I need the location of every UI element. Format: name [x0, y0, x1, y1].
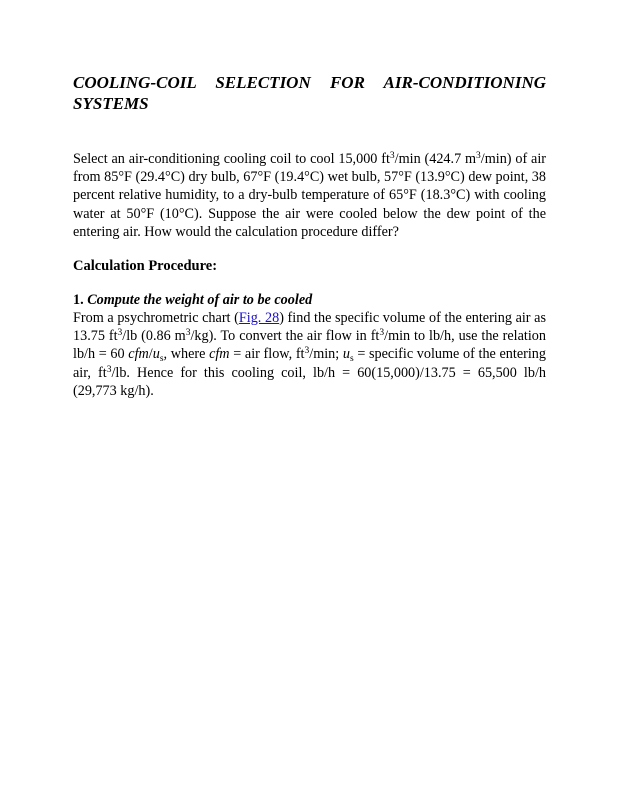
step-text: From a psychrometric chart (: [73, 310, 239, 327]
problem-text: /min) of air from 85°F (29.4°C) dry bulb, 67°F (19.4°C) wet bulb, 57°F (13.9°C) dew point, 38 percent relative humidity, to a dry-bulb temperature of 65°F (18.3°C) with cooling water at 50°F (10°C). Suppose the air were cooled below the dew point of the entering air. How would the calculation procedure differ?: [73, 151, 547, 240]
superscript: 3: [304, 346, 310, 357]
problem-text: Select an air-conditioning cooling coil to cool 15,000 ft: [73, 151, 390, 167]
step-text: /lb (0.86 m: [122, 328, 186, 345]
title-line-1: COOLING-COIL SELECTION FOR AIR-CONDITIONING: [73, 73, 546, 92]
step-text: , where: [163, 346, 210, 363]
calculation-procedure-heading: Calculation Procedure:: [73, 258, 218, 275]
step-1-body: [73, 309, 546, 400]
step-text: /lb. Hence for this cooling coil, lb/h = 60(15,000)/13.75 = 65,500 lb/h (29,773 kg/h).: [73, 364, 547, 399]
document-page: [73, 72, 546, 400]
variable: cfm: [209, 346, 230, 363]
step-text: ) find the specific volume of the entering air as 13.75 ft: [73, 310, 547, 345]
superscript: 3: [106, 364, 112, 375]
step-text: = specific volume of the entering air, ft: [73, 346, 546, 381]
step-number: 1.: [73, 292, 84, 309]
problem-statement: [73, 150, 546, 241]
variable: u: [152, 346, 160, 363]
variable: u: [342, 346, 350, 363]
step-text: /: [148, 346, 153, 363]
superscript: 3: [389, 151, 395, 161]
subscript: s: [159, 354, 164, 365]
superscript: 3: [476, 151, 481, 161]
superscript: 3: [379, 328, 385, 339]
superscript: 3: [185, 328, 191, 339]
subscript: s: [349, 354, 354, 365]
title-line-2: SYSTEMS: [73, 94, 149, 113]
step-title: Compute the weight of air to be cooled: [87, 292, 313, 309]
step-text: /min to lb/h, use the relation lb/h = 60: [73, 328, 546, 363]
figure-link[interactable]: Fig. 28: [238, 310, 280, 327]
variable: cfm: [128, 346, 149, 363]
superscript: 3: [117, 328, 123, 339]
step-text: /kg). To convert the air flow in ft: [190, 328, 380, 345]
document-title: [73, 72, 546, 114]
step-text: = air flow, ft: [229, 346, 305, 363]
step-1-heading: [73, 291, 546, 309]
problem-text: /min (424.7 m: [394, 151, 477, 167]
step-text: /min;: [309, 346, 343, 363]
